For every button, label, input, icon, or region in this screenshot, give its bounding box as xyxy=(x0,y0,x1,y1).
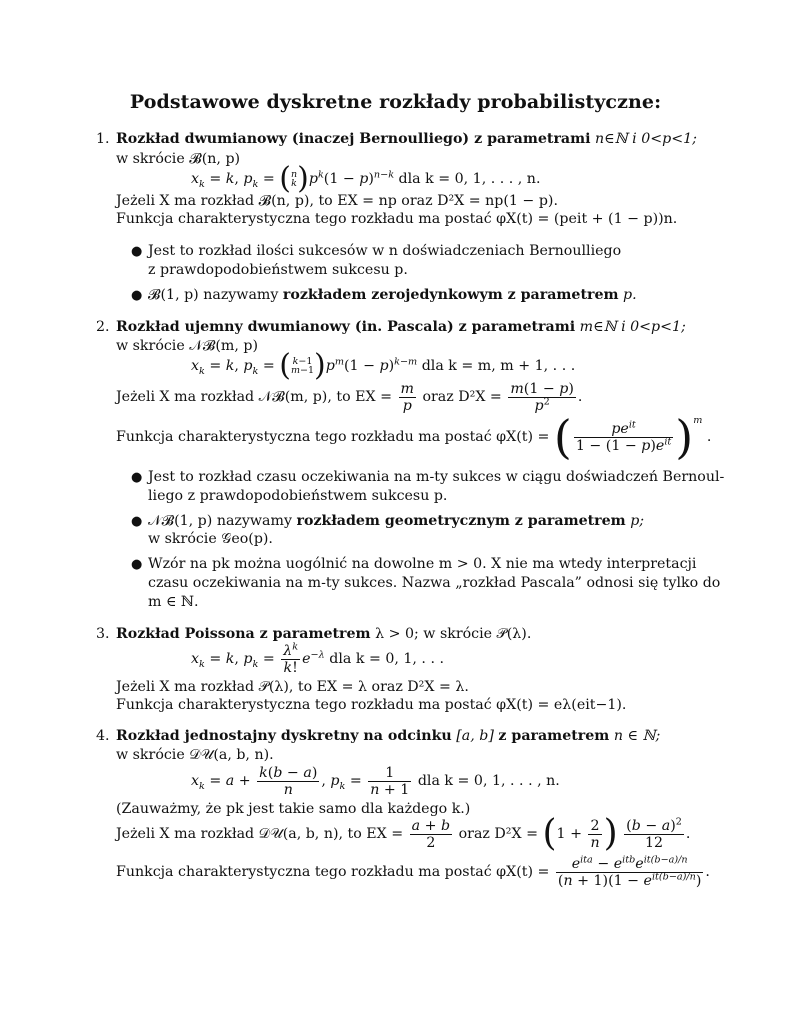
pmf-formula: $x_k = k$, $p_k$ = ( k−1 $m-1)p^m(1 - p)^{k-m}$ dla k = m, m + 1, . . . xyxy=(191,348,576,383)
bullet-icon: ● xyxy=(131,470,143,485)
list-item: 𝓑(1, p) nazywamy rozkładem zerojedynkowym z parametrem p. xyxy=(148,287,637,303)
section-number: 4. xyxy=(96,728,110,744)
pmf-formula: $x_k = k$, $p_k$ = $\frac{\lambda^k}{k!}$ $e^{-\lambda}$ dla k = 0, 1, . . . xyxy=(191,640,444,676)
moments-text: Jeżeli X ma rozkład 𝒩𝓑(m, p), to EX = $\frac{m}{p}$ oraz D²X = $\frac{m(1 - p)}{p^2}$ . xyxy=(116,380,583,414)
short-notation: w skrócie 𝓑(n, p) xyxy=(116,151,241,167)
list-item: liego z prawdopodobieństwem sukcesu p. xyxy=(148,488,448,504)
short-notation: w skrócie 𝒟𝒰(a, b, n). xyxy=(116,747,274,763)
list-item: w skrócie 𝒢eo(p). xyxy=(148,531,273,547)
characteristic-function: Funkcja charakterystyczna tego rozkładu ma postać φX(t) = (peit + (1 − p))n. xyxy=(116,211,678,227)
section-heading: Rozkład Poissona z parametrem λ > 0; w skrócie 𝒫(λ). xyxy=(116,626,532,642)
characteristic-function: Funkcja charakterystyczna tego rozkładu ma postać φX(t) = eλ(eit−1). xyxy=(116,697,627,713)
list-item: Jest to rozkład czasu oczekiwania na m-ty sukces w ciągu doświadczeń Bernoul- xyxy=(148,469,725,485)
pmf-formula: $x_k = k$, $p_k = (n$ $k)p^k(1 - p)^{n-k}$ dla k = 0, 1, . . . , n. xyxy=(191,161,541,196)
characteristic-function: Funkcja charakterystyczna tego rozkładu ma postać φX(t) = $\frac{e^{ita} - e^{itb}e^{it(b-a)/n}}{(n + 1)(1 - e^{it(b-a)/n})}$ . xyxy=(116,853,710,889)
bullet-icon: ● xyxy=(131,557,143,572)
list-item: Wzór na pk można uogólnić na dowolne m > 0. X nie ma wtedy interpretacji xyxy=(148,556,697,572)
moments-text: Jeżeli X ma rozkład 𝒟𝒰(a, b, n), to EX = $\frac{a + b}{2}$ oraz D²X = (1 + $\frac{2}{n}$ ) $\frac{(b - a)^2}{12}$ . xyxy=(116,813,691,854)
section-heading: Rozkład dwumianowy (inaczej Bernoulliego) z parametrami n∈ℕ i 0<p<1; xyxy=(116,131,697,147)
section-params: λ > 0; w skrócie 𝒫(λ). xyxy=(375,626,532,642)
list-item: Jest to rozkład ilości sukcesów w n doświadczeniach Bernoulliego xyxy=(148,243,622,259)
section-heading: Rozkład jednostajny dyskretny na odcinku [a, b] z parametrem n ∈ ℕ; xyxy=(116,728,661,744)
section-params: n∈ℕ i 0<p<1; xyxy=(595,131,697,147)
section-number: 2. xyxy=(96,319,110,335)
characteristic-function: Funkcja charakterystyczna tego rozkładu ma postać φX(t) = ( $\frac{pe^{it}}{1 - (1 - p)e^{it}}$ )$^m$ . xyxy=(116,410,712,464)
page-title: Podstawowe dyskretne rozkłady probabilistyczne: xyxy=(129,91,662,113)
list-item: czasu oczekiwania na m-ty sukces. Nazwa „rozkład Pascala” odnosi się tylko do xyxy=(148,575,721,591)
pmf-formula: $x_k = a$ + $\frac{k(b - a)}{n}$ , $p_k$ = $\frac{1}{n + 1}$ dla k = 0, 1, . . . , n. xyxy=(191,764,560,798)
section-number: 3. xyxy=(96,626,110,642)
section-number: 1. xyxy=(96,131,110,147)
bullet-icon: ● xyxy=(131,514,143,529)
moments-text: Jeżeli X ma rozkład 𝓑(n, p), to EX = np oraz D²X = np(1 − p). xyxy=(116,193,558,209)
list-item: m ∈ ℕ. xyxy=(148,594,199,610)
section-params: n ∈ ℕ; xyxy=(613,728,661,744)
short-notation: w skrócie 𝒩𝓑(m, p) xyxy=(116,338,258,354)
bullet-icon: ● xyxy=(131,244,143,259)
note-text: (Zauważmy, że pk jest takie samo dla każdego k.) xyxy=(116,801,471,817)
section-params: m∈ℕ i 0<p<1; xyxy=(579,319,686,335)
section-heading: Rozkład ujemny dwumianowy (in. Pascala) z parametrami m∈ℕ i 0<p<1; xyxy=(116,319,686,335)
list-item: z prawdopodobieństwem sukcesu p. xyxy=(148,262,408,278)
bullet-icon: ● xyxy=(131,288,143,303)
list-item: 𝒩𝓑(1, p) nazywamy rozkładem geometrycznym z parametrem p; xyxy=(148,513,645,529)
moments-text: Jeżeli X ma rozkład 𝒫(λ), to EX = λ oraz D²X = λ. xyxy=(116,679,469,695)
